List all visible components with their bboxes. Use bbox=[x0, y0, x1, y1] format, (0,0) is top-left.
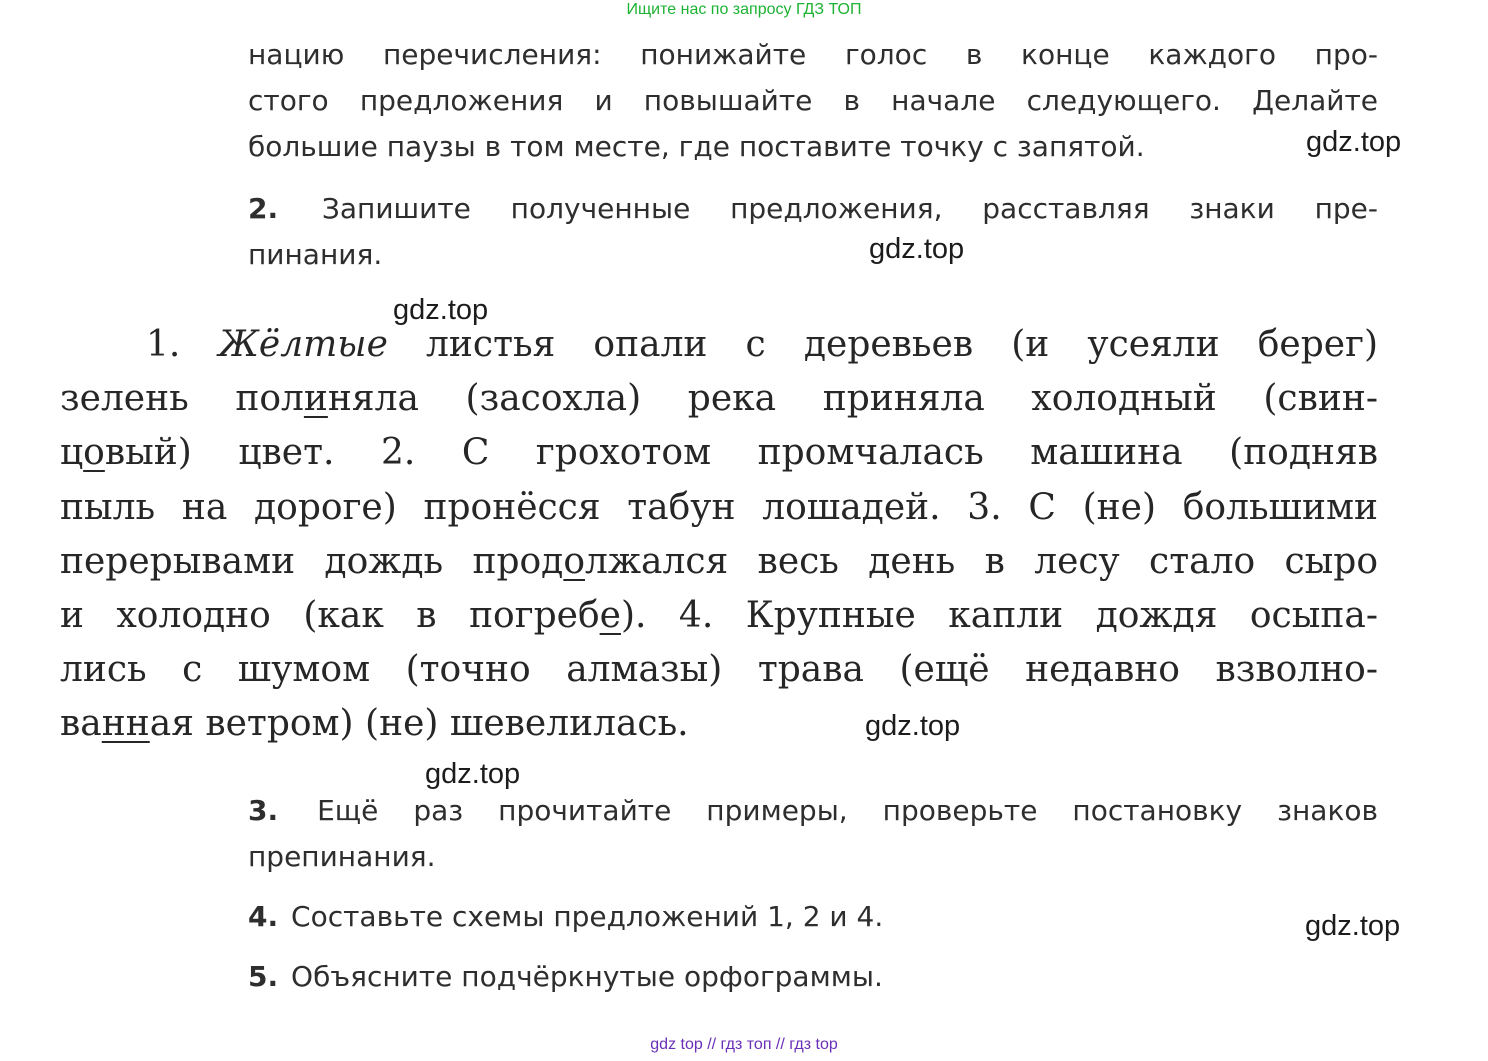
task-4-line bbox=[248, 894, 1378, 940]
exercise-line-3 bbox=[60, 426, 1378, 480]
bottom-banner: gdz top // гдз топ // гдз top bbox=[650, 1036, 838, 1053]
watermark: gdz.top bbox=[1306, 126, 1402, 158]
watermark: gdz.top bbox=[393, 294, 489, 326]
watermark: gdz.top bbox=[865, 710, 961, 742]
task-5 bbox=[248, 954, 1378, 1000]
task-5-line bbox=[248, 954, 1378, 1000]
intro-line-3: большие паузы в том месте, где поставите точку с запятой. bbox=[248, 130, 1145, 163]
task-5-text: Объясните подчёркнутые орфограммы. bbox=[291, 960, 883, 993]
watermark: gdz.top bbox=[869, 233, 965, 265]
task-3-line-2: препинания. bbox=[248, 840, 436, 873]
ex-l1-num: 1. bbox=[146, 324, 219, 365]
task-2-line-1 bbox=[248, 186, 1378, 232]
intro-line-1: нацию перечисления: понижайте голос в конце каждого про- bbox=[248, 38, 1378, 71]
ex-l5-b: лжался весь день в лесу стало сыро bbox=[585, 540, 1379, 582]
exercise-line-1 bbox=[60, 318, 1378, 372]
ex-l8-a: ва bbox=[60, 703, 102, 745]
task-2 bbox=[248, 186, 1378, 278]
ex-l1-rest: листья опали с деревьев (и усеяли берег) bbox=[387, 324, 1378, 365]
exercise-line-4: пыль на дороге) пронёсся табун лошадей. 3. С (не) большими bbox=[60, 486, 1378, 528]
task-3-text: Ещё раз прочитайте примеры, проверьте постановку знаков bbox=[317, 794, 1379, 827]
task-3 bbox=[248, 788, 1378, 880]
ex-l6-a: и холодно (как в погреб bbox=[60, 595, 600, 637]
ex-l8-b: ая ветром) (не) шевелилась. bbox=[149, 703, 689, 745]
task-3-number: 3. bbox=[248, 794, 279, 827]
exercise-line-2 bbox=[60, 372, 1378, 426]
watermark: gdz.top bbox=[425, 758, 521, 790]
exercise-text bbox=[60, 318, 1378, 752]
underlined-orthogram: е bbox=[599, 595, 621, 637]
ex-l2-b: няла (засохла) река приняла холодный (свин- bbox=[327, 378, 1379, 420]
top-banner: Ищите нас по запросу ГДЗ ТОП bbox=[626, 1, 862, 18]
exercise-line-6 bbox=[60, 589, 1378, 643]
task-4-number: 4. bbox=[248, 900, 279, 933]
exercise-line-5 bbox=[60, 535, 1378, 589]
intro-line-2: стого предложения и повышайте в начале следующего. Делайте bbox=[248, 84, 1378, 117]
ex-l3-b: вый) цвет. 2. С грохотом промчалась машина (подняв bbox=[104, 432, 1378, 474]
task-2-number: 2. bbox=[248, 192, 279, 225]
ex-l3-a: ц bbox=[60, 432, 84, 474]
task-2-text: Запишите полученные предложения, расставляя знаки пре- bbox=[321, 192, 1378, 225]
task-4-text: Составьте схемы предложений 1, 2 и 4. bbox=[291, 900, 884, 933]
underlined-orthogram: о bbox=[563, 540, 586, 582]
exercise-line-8 bbox=[60, 697, 1378, 751]
underlined-orthogram: о bbox=[83, 432, 105, 474]
watermark: gdz.top bbox=[1305, 910, 1401, 942]
ex-l6-b: ). 4. Крупные капли дождя осыпа- bbox=[620, 595, 1378, 637]
intro-paragraph bbox=[248, 32, 1378, 170]
task-2-line-2: пинания. bbox=[248, 238, 383, 271]
underlined-orthogram: нн bbox=[101, 703, 150, 745]
ex-l2-a: зелень пол bbox=[60, 378, 304, 420]
task-5-number: 5. bbox=[248, 960, 279, 993]
underlined-orthogram: и bbox=[303, 378, 328, 420]
ex-l1-word: Жёлтые bbox=[218, 324, 388, 365]
task-4 bbox=[248, 894, 1378, 940]
ex-l5-a: перерывами дождь прод bbox=[60, 540, 564, 582]
exercise-line-7: лись с шумом (точно алмазы) трава (ещё недавно взволно- bbox=[60, 649, 1378, 691]
task-3-line-1 bbox=[248, 788, 1378, 834]
